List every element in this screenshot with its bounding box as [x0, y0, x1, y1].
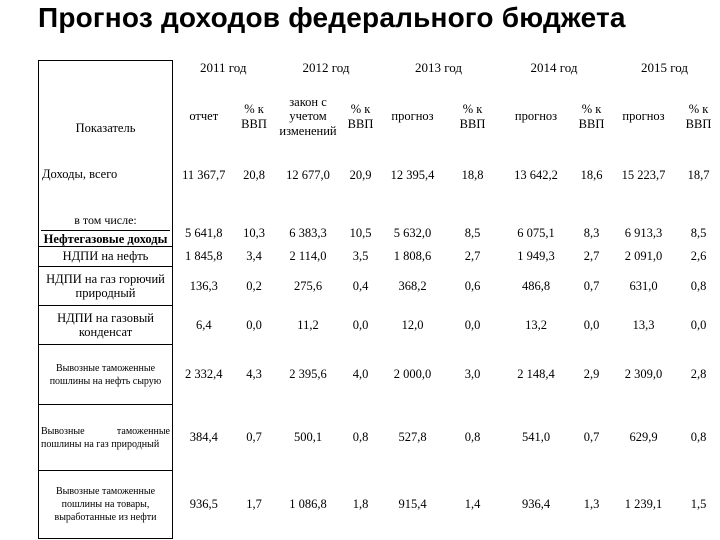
row-label-export-oil-products: Вывозные таможенные пошлины на товары, выработанные из нефти [39, 471, 173, 539]
table-cell: 20,8 [243, 168, 265, 183]
table-cell: 2,7 [583, 249, 600, 264]
table-cell: 1,4 [464, 497, 481, 512]
table-cell: 0,8 [464, 430, 481, 445]
row-label-oil-gas [39, 195, 173, 247]
table-cell: 1,8 [352, 497, 369, 512]
year-2012: 2012 год [302, 60, 350, 76]
table-row [39, 195, 720, 247]
table-cell: 0,6 [464, 278, 481, 293]
table-cell: 631,0 [629, 278, 658, 293]
table-cell: 18,7 [687, 168, 710, 183]
table-row [39, 247, 720, 267]
table-cell: 527,8 [398, 430, 427, 445]
table-cell: 275,6 [293, 278, 323, 293]
table-cell: 1,3 [583, 497, 600, 512]
table-cell: 1 086,8 [289, 497, 327, 512]
table-cell: 10,3 [243, 226, 265, 241]
table-cell: 0,2 [246, 278, 262, 293]
table-cell: 13,3 [632, 317, 655, 332]
table-cell: 1 808,6 [393, 249, 432, 264]
total-row-label: Доходы, всего [42, 167, 118, 181]
table-cell: 6,4 [195, 317, 212, 332]
row-label-export-oil: Вывозные таможенные пошлины на нефть сырую [39, 345, 173, 405]
table-cell: 6 913,3 [624, 226, 663, 241]
sub-2014-forecast: прогноз [514, 109, 558, 124]
table-cell: 8,5 [690, 226, 707, 241]
table-cell: 1,7 [246, 497, 262, 512]
table-cell: 0,0 [690, 317, 707, 332]
table-cell: 3,4 [246, 249, 262, 264]
table-cell: 936,5 [189, 497, 218, 512]
table-cell: 915,4 [398, 497, 427, 512]
row-label-ndpi-oil: НДПИ на нефть [39, 247, 173, 267]
sub-2012-pct: % к ВВП [347, 102, 374, 131]
table-cell: 13 642,2 [514, 168, 558, 183]
table-cell: 629,9 [629, 430, 658, 445]
sub-2011-report: отчет [189, 109, 219, 124]
year-2013: 2013 год [415, 60, 463, 76]
table-row [39, 345, 720, 405]
table-cell: 0,0 [246, 317, 262, 332]
table-cell: 6 383,3 [289, 226, 327, 241]
table-cell: 5 632,0 [393, 226, 432, 241]
indicator-header-label: Показатель [75, 120, 136, 135]
table-cell: 1,5 [690, 497, 707, 512]
table-cell: 0,8 [690, 430, 707, 445]
sub-2012-law: закон с учетом изменений [279, 94, 337, 138]
table-cell: 0,0 [464, 317, 481, 332]
table-row [39, 471, 720, 539]
table-row [39, 267, 720, 306]
table-cell: 0,0 [352, 317, 369, 332]
table-cell: 2 000,0 [393, 367, 432, 382]
table-cell: 2,7 [464, 249, 481, 264]
budget-forecast-table [38, 60, 720, 539]
sub-2013-pct: % к ВВП [459, 102, 486, 131]
table-cell: 12 395,4 [390, 168, 435, 183]
table-cell: 0,0 [583, 317, 600, 332]
table-cell: 12 677,0 [286, 168, 330, 183]
table-cell: 0,8 [352, 430, 369, 445]
year-2011: 2011 год [200, 60, 247, 76]
table-cell: 1 239,1 [624, 497, 663, 512]
table-cell: 11,2 [297, 317, 319, 332]
table-cell: 12,0 [401, 317, 424, 332]
table-cell: 2,8 [690, 367, 707, 382]
sub-2014-pct: % к ВВП [578, 102, 605, 131]
table-cell: 541,0 [521, 430, 551, 445]
table-row [39, 306, 720, 345]
table-cell: 936,4 [521, 497, 551, 512]
table-cell: 1 949,3 [517, 249, 555, 264]
row-label-export-gas: Вывозные таможенные пошлины на газ природный [39, 405, 173, 471]
table-cell: 13,2 [525, 317, 547, 332]
table-cell: 0,4 [352, 278, 369, 293]
table-cell: 486,8 [521, 278, 551, 293]
table-cell: 384,4 [189, 430, 218, 445]
table-cell: 5 641,8 [185, 226, 223, 241]
table-cell: 18,6 [580, 168, 603, 183]
table-cell: 2,9 [583, 367, 600, 382]
sub-2015-pct: % к ВВП [685, 102, 712, 131]
oil-gas-label: Нефтегазовые доходы [41, 230, 170, 246]
table-cell: 2 332,4 [185, 367, 223, 382]
table-cell: 4,3 [246, 367, 262, 382]
table-cell: 4,0 [352, 367, 369, 382]
sub-2011-pct: % к ВВП [241, 102, 267, 131]
table-cell: 0,7 [246, 430, 262, 445]
table-cell: 2 309,0 [624, 367, 663, 382]
row-label-ndpi-condensate: НДПИ на газовый конденсат [39, 306, 173, 345]
table-cell: 10,5 [349, 226, 372, 241]
sub-2013-forecast: прогноз [391, 109, 434, 124]
table-cell: 0,8 [690, 278, 707, 293]
sub-2015-forecast: прогноз [622, 109, 665, 124]
table-cell: 11 367,7 [182, 168, 226, 183]
table-cell: 2 114,0 [289, 249, 327, 264]
table-cell: 20,9 [349, 168, 372, 183]
row-label-ndpi-gas: НДПИ на газ горючий природный [39, 267, 173, 306]
table-cell: 18,8 [461, 168, 484, 183]
table-cell: 368,2 [398, 278, 427, 293]
table-cell: 1 845,8 [185, 249, 223, 264]
subsection-label: в том числе: [74, 212, 137, 227]
table-cell: 2 148,4 [517, 367, 555, 382]
table-cell: 15 223,7 [621, 168, 666, 183]
table-cell: 6 075,1 [517, 226, 555, 241]
year-header-row [39, 61, 720, 77]
table-cell: 500,1 [293, 430, 323, 445]
table-row [39, 405, 720, 471]
table-cell: 2 091,0 [624, 249, 663, 264]
table-cell: 3,0 [464, 367, 481, 382]
table-cell: 2 395,6 [289, 367, 327, 382]
year-2014: 2014 год [530, 60, 578, 76]
year-2015: 2015 год [641, 60, 689, 76]
table-cell: 8,5 [464, 226, 481, 241]
table-cell: 2,6 [690, 249, 707, 264]
table-cell: 136,3 [189, 278, 218, 293]
table-cell: 0,7 [583, 278, 600, 293]
table-cell: 3,5 [352, 249, 369, 264]
page-title: Прогноз доходов федерального бюджета [38, 2, 626, 33]
table-cell: 0,7 [583, 430, 600, 445]
table-cell: 8,3 [583, 226, 600, 241]
